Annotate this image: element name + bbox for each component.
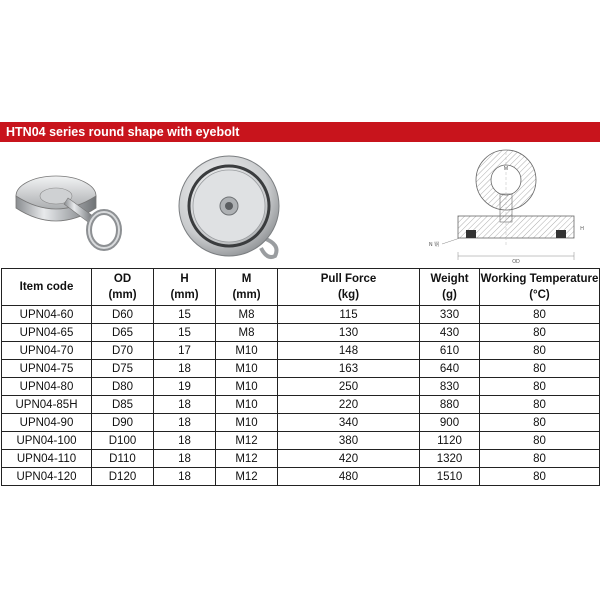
cell-pull-force: 380 [278,432,420,450]
cell-pull-force: 480 [278,468,420,486]
cell-working-temperature: 80 [480,306,600,324]
cell-working-temperature: 80 [480,414,600,432]
table-row [2,378,600,396]
cell-od: D60 [92,306,154,324]
cell-h: 18 [154,432,216,450]
cell-m: M10 [216,378,278,396]
cell-m: M10 [216,396,278,414]
cell-h: 18 [154,396,216,414]
cell-item-code: UPN04-85H [2,396,92,414]
cell-od: D110 [92,450,154,468]
header-m: M (mm) [216,269,278,306]
cell-item-code: UPN04-120 [2,468,92,486]
cell-item-code: UPN04-80 [2,378,92,396]
table-row [2,324,600,342]
cell-m: M10 [216,342,278,360]
cell-weight: 640 [420,360,480,378]
table-header-row [2,269,600,306]
cell-od: D65 [92,324,154,342]
cell-m: M8 [216,306,278,324]
cell-working-temperature: 80 [480,468,600,486]
cell-m: M12 [216,468,278,486]
cell-item-code: UPN04-65 [2,324,92,342]
cell-h: 18 [154,414,216,432]
table-row [2,360,600,378]
table-row [2,414,600,432]
cell-item-code: UPN04-60 [2,306,92,324]
cell-item-code: UPN04-75 [2,360,92,378]
cell-weight: 1510 [420,468,480,486]
drawing-label-od: OD [512,259,520,264]
table-row [2,432,600,450]
cell-pull-force: 130 [278,324,420,342]
cell-working-temperature: 80 [480,450,600,468]
cell-h: 18 [154,360,216,378]
cell-h: 18 [154,450,216,468]
cell-h: 15 [154,324,216,342]
header-working-temperature: Working Temperature (°C) [480,269,600,306]
header-od: OD (mm) [92,269,154,306]
cell-od: D120 [92,468,154,486]
drawing-label-side: N 钢 [428,242,440,248]
cell-working-temperature: 80 [480,378,600,396]
table-row [2,306,600,324]
cell-pull-force: 250 [278,378,420,396]
cell-pull-force: 340 [278,414,420,432]
cell-weight: 880 [420,396,480,414]
cell-od: D85 [92,396,154,414]
cell-od: D80 [92,378,154,396]
cell-item-code: UPN04-90 [2,414,92,432]
cell-m: M12 [216,432,278,450]
cell-weight: 430 [420,324,480,342]
cell-working-temperature: 80 [480,396,600,414]
cell-weight: 610 [420,342,480,360]
cell-item-code: UPN04-110 [2,450,92,468]
table-row [2,396,600,414]
cell-item-code: UPN04-70 [2,342,92,360]
header-item-code: Item code [2,269,92,306]
cell-pull-force: 115 [278,306,420,324]
cell-weight: 1320 [420,450,480,468]
cell-h: 18 [154,468,216,486]
magnet-side-view-image [8,148,148,263]
cell-pull-force: 420 [278,450,420,468]
cell-working-temperature: 80 [480,360,600,378]
cell-pull-force: 220 [278,396,420,414]
drawing-label-h: H [580,226,584,232]
cell-m: M12 [216,450,278,468]
cell-od: D90 [92,414,154,432]
cell-h: 15 [154,306,216,324]
cell-m: M8 [216,324,278,342]
table-row [2,342,600,360]
cell-working-temperature: 80 [480,342,600,360]
cell-working-temperature: 80 [480,432,600,450]
magnet-face-view-image [175,148,290,263]
cell-od: D100 [92,432,154,450]
cell-weight: 830 [420,378,480,396]
cell-weight: 1120 [420,432,480,450]
specification-table [1,268,600,486]
cell-h: 19 [154,378,216,396]
table-row [2,468,600,486]
header-h: H (mm) [154,269,216,306]
cross-section-drawing [410,146,590,264]
cell-od: D70 [92,342,154,360]
cell-weight: 900 [420,414,480,432]
cell-weight: 330 [420,306,480,324]
table-row [2,450,600,468]
cell-pull-force: 163 [278,360,420,378]
cell-working-temperature: 80 [480,324,600,342]
cell-m: M10 [216,360,278,378]
header-weight: Weight (g) [420,269,480,306]
cell-h: 17 [154,342,216,360]
cell-pull-force: 148 [278,342,420,360]
cell-od: D75 [92,360,154,378]
cell-item-code: UPN04-100 [2,432,92,450]
title-banner [0,122,600,142]
cell-m: M10 [216,414,278,432]
header-pull-force: Pull Force (kg) [278,269,420,306]
banner-title: HTN04 series round shape with eyebolt [6,125,240,139]
drawing-label-m: M [503,166,509,172]
